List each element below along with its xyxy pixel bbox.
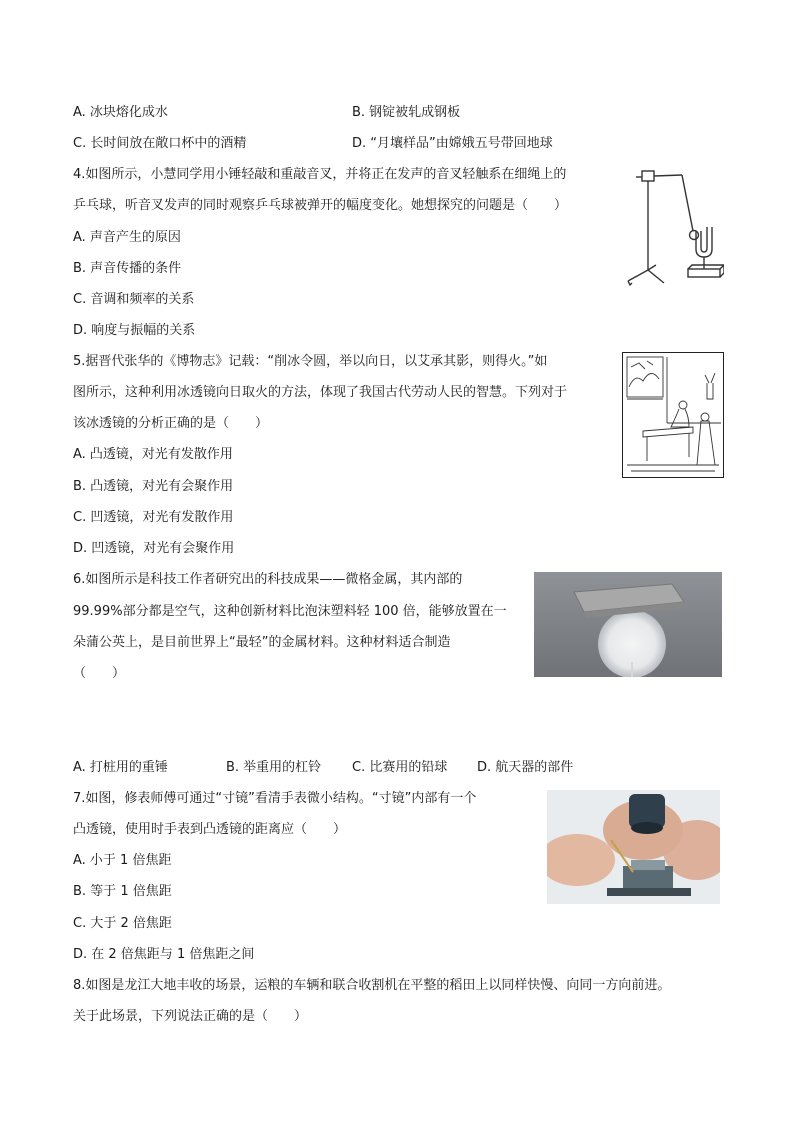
ancient-ice-lens-illustration [622,352,724,478]
q6-stem-line4: （ ） [73,666,126,681]
q8-stem-line2: 关于此场景，下列说法正确的是（ ） [73,1009,308,1024]
q6-stem-line2: 99.99%部分都是空气，这种创新材料比泡沫塑料轻 100 倍，能够放置在一 [73,604,507,619]
q4-stem-line1: 4.如图所示，小慧同学用小锤轻敲和重敲音叉，并将正在发声的音叉轻触系在细绳上的 [73,167,567,182]
q4-option-a: A. 声音产生的原因 [73,230,181,245]
q5-stem-line2: 图所示，这种利用冰透镜向日取火的方法，体现了我国古代劳动人民的智慧。下列对于 [73,385,568,400]
q6-stem-line3: 朵蒲公英上，是目前世界上“最轻”的金属材料。这种材料适合制造 [73,635,451,650]
q5-option-a: A. 凸透镜，对光有发散作用 [73,447,233,462]
q7-stem-line1: 7.如图，修表师傅可通过“寸镜”看清手表微小结构。“寸镜”内部有一个 [73,791,477,806]
tuning-fork-figure [622,165,724,290]
watchmaker-loupe-photo [547,790,720,904]
q6-option-c: C. 比赛用的铅球 [352,760,448,775]
q4-option-d: D. 响度与振幅的关系 [73,323,196,338]
q7-option-b: B. 等于 1 倍焦距 [73,884,172,899]
q5-stem-line1: 5.据晋代张华的《博物志》记载：“削冰令圆，举以向日，以艾承其影，则得火。”如 [73,354,548,369]
q7-option-a: A. 小于 1 倍焦距 [73,853,172,868]
microlattice-on-dandelion-photo [534,572,722,677]
q4-option-b: B. 声音传播的条件 [73,261,182,276]
q5-stem-line3: 该冰透镜的分析正确的是（ ） [73,416,269,431]
q5-option-c: C. 凹透镜，对光有发散作用 [73,510,234,525]
q5-option-d: D. 凹透镜，对光有会聚作用 [73,541,235,556]
q6-option-d: D. 航天器的部件 [477,760,574,775]
q6-option-b: B. 举重用的杠铃 [226,760,322,775]
q3-option-c: C. 长时间放在敞口杯中的酒精 [73,136,247,151]
q4-option-c: C. 音调和频率的关系 [73,292,195,307]
q7-option-c: C. 大于 2 倍焦距 [73,916,172,931]
q7-stem-line2: 凸透镜，使用时手表到凸透镜的距离应（ ） [73,822,347,837]
q6-option-a: A. 打桩用的重锤 [73,760,168,775]
q7-option-d: D. 在 2 倍焦距与 1 倍焦距之间 [73,947,255,962]
q5-option-b: B. 凸透镜，对光有会聚作用 [73,479,234,494]
q6-stem-line1: 6.如图所示是科技工作者研究出的科技成果——微格金属，其内部的 [73,572,463,587]
q3-option-d: D. “月壤样品”由嫦娥五号带回地球 [352,136,553,151]
q4-stem-line2: 乒乓球，听音叉发声的同时观察乒乓球被弹开的幅度变化。她想探究的问题是（ ） [73,198,568,213]
q3-option-b: B. 钢锭被轧成钢板 [352,105,461,120]
q3-option-a: A. 冰块熔化成水 [73,105,168,120]
q8-stem-line1: 8.如图是龙江大地丰收的场景，运粮的车辆和联合收割机在平整的稻田上以同样快慢、向同一方向前进。 [73,978,671,993]
